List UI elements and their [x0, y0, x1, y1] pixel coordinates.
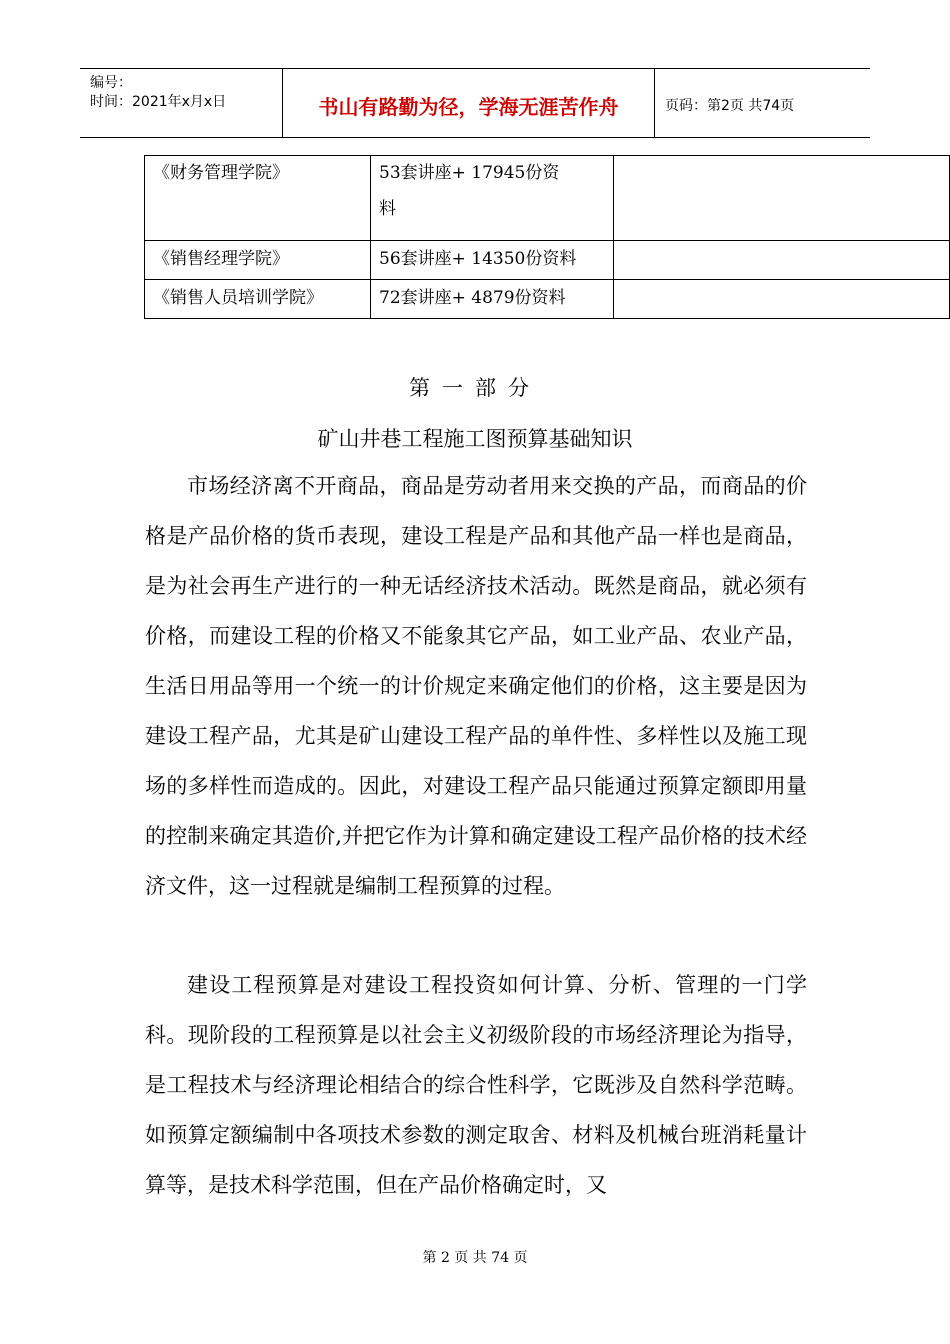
resource-extra — [614, 280, 950, 319]
header-slogan-cell — [283, 69, 655, 137]
resource-desc-line: 53套讲座+ 17945份资 — [379, 163, 560, 183]
page-footer: 第 2 页 共 74 页 — [422, 1250, 528, 1266]
resource-extra — [614, 156, 950, 241]
resource-desc-line: 料 — [379, 199, 396, 219]
page-header — [80, 68, 870, 138]
table-row — [145, 280, 950, 319]
time-label: 时间：2021年x月x日 — [90, 94, 227, 110]
code-label: 编号： — [90, 75, 132, 91]
resource-name: 《销售人员培训学院》 — [145, 280, 371, 319]
section-title: 矿山井巷工程施工图预算基础知识 — [317, 427, 633, 451]
header-meta-cell — [80, 69, 283, 137]
resource-name: 《销售经理学院》 — [145, 241, 371, 280]
resource-desc: 56套讲座+ 14350份资料 — [371, 241, 614, 280]
page-info: 页码：第2页 共74页 — [665, 98, 795, 114]
resource-extra — [614, 241, 950, 280]
resource-name: 《财务管理学院》 — [145, 156, 371, 241]
table-row — [145, 156, 950, 241]
resource-desc: 72套讲座+ 4879份资料 — [371, 280, 614, 319]
part-title: 第一部分 — [409, 376, 541, 400]
resource-table — [144, 155, 950, 319]
body-paragraph: 建设工程预算是对建设工程投资如何计算、分析、管理的一门学科。现阶段的工程预算是以社会主义初级阶段的市场经济理论为指导，是工程技术与经济理论相结合的综合性科学，它既涉及自然科学范畴。如预算定额编制中各项技术参数的测定取舍、材料及机械台班消耗量计算等，是技术科学范围，但在产品价格确定时，又 — [145, 973, 807, 1197]
body-paragraph: 市场经济离不开商品，商品是劳动者用来交换的产品，而商品的价格是产品价格的货币表现，建设工程是产品和其他产品一样也是商品，是为社会再生产进行的一种无话经济技术活动。既然是商品，就必须有价格，而建设工程的价格又不能象其它产品，如工业产品、农业产品，生活日用品等用一个统一的计价规定来确定他们的价格，这主要是因为建设工程产品，尤其是矿山建设工程产品的单件性、多样性以及施工现场的多样性而造成的。因此，对建设工程产品只能通过预算定额即用量的控制来确定其造价,并把它作为计算和确定建设工程产品价格的技术经济文件，这一过程就是编制工程预算的过程。 — [145, 474, 807, 898]
slogan: 书山有路勤为径，学海无涯苦作舟 — [318, 95, 619, 119]
table-row — [145, 241, 950, 280]
header-page-cell — [655, 69, 870, 137]
resource-desc — [371, 156, 614, 241]
